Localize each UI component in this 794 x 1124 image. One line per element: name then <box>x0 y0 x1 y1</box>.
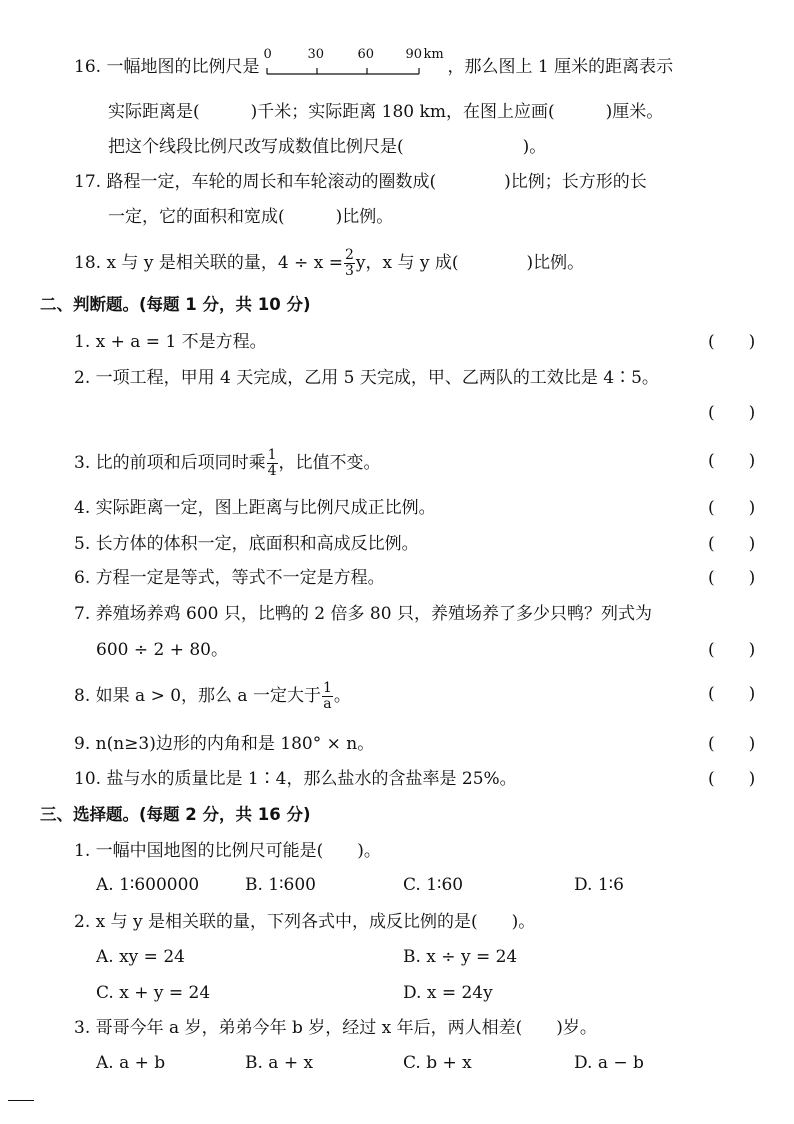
judge-item-2: 2. 一项工程，甲用 4 天完成，乙用 5 天完成，甲、乙两队的工效比是 4∶5。 <box>74 368 659 388</box>
choice-q1-option-a[interactable]: A. 1∶600000 <box>96 875 200 895</box>
scale-tick-90: 90 <box>405 47 422 62</box>
judge-item-3-denominator: 4 <box>267 463 277 479</box>
judge-item-3-text: 3. 比的前项和后项同时乘 <box>74 453 266 473</box>
scale-unit: km <box>423 47 444 62</box>
choice-q1-option-d[interactable]: D. 1∶6 <box>574 875 624 895</box>
choice-q3-stem: 3. 哥哥今年 a 岁，弟弟今年 b 岁，经过 x 年后，两人相差( )岁。 <box>74 1018 597 1038</box>
choice-q2-stem: 2. x 与 y 是相关联的量，下列各式中，成反比例的是( )。 <box>74 912 536 932</box>
judge-answer-7[interactable]: ( ) <box>708 640 756 660</box>
choice-q2-option-d[interactable]: D. x = 24y <box>403 983 493 1003</box>
q16-text-a: 16. 一幅地图的比例尺是 <box>74 57 260 77</box>
judge-item-4: 4. 实际距离一定，图上距离与比例尺成正比例。 <box>74 498 436 518</box>
judge-item-8-tail: 。 <box>333 686 351 706</box>
judge-item-3-numerator: 1 <box>267 447 277 463</box>
judge-item-1: 1. x + a = 1 不是方程。 <box>74 332 267 352</box>
line-scale-bar <box>263 47 444 78</box>
judge-item-8-denominator: a <box>323 696 332 712</box>
judge-item-10: 10. 盐与水的质量比是 1∶4，那么盐水的含盐率是 25%。 <box>74 769 517 789</box>
scale-tick-60: 60 <box>357 47 374 62</box>
scale-tick-0: 0 <box>263 47 272 62</box>
judge-item-7-cont: 600 ÷ 2 + 80。 <box>96 640 228 660</box>
judge-item-8 <box>74 681 351 712</box>
judge-item-8-text: 8. 如果 a > 0，那么 a 一定大于 <box>74 686 321 706</box>
q18-fraction <box>344 248 355 279</box>
q16-line1 <box>74 47 674 78</box>
judge-item-8-numerator: 1 <box>322 680 332 696</box>
judge-answer-4[interactable]: ( ) <box>708 498 756 518</box>
q18-text-a: 18. x 与 y 是相关联的量，4 ÷ x = <box>74 253 343 273</box>
choice-q3-option-c[interactable]: C. b + x <box>403 1053 472 1073</box>
judge-answer-10[interactable]: ( ) <box>708 769 756 789</box>
q18-line <box>74 248 584 279</box>
choice-heading: 三、选择题。(每题 2 分，共 16 分) <box>40 805 311 824</box>
q18-denominator: 3 <box>344 263 354 279</box>
judge-answer-2[interactable]: ( ) <box>708 403 756 423</box>
judge-answer-9[interactable]: ( ) <box>708 734 756 754</box>
judge-item-3-tail: ，比值不变。 <box>278 453 381 473</box>
judge-item-7: 7. 养殖场养鸡 600 只，比鸭的 2 倍多 80 只，养殖场养了多少只鸭？列式为 <box>74 604 652 624</box>
q16-text-b: ，那么图上 1 厘米的距离表示 <box>447 57 674 77</box>
judge-item-9: 9. n(n≥3)边形的内角和是 180° × n。 <box>74 734 375 754</box>
judge-item-8-fraction <box>322 681 333 712</box>
choice-q1-option-c[interactable]: C. 1∶60 <box>403 875 464 895</box>
judge-answer-6[interactable]: ( ) <box>708 568 756 588</box>
choice-q1-stem: 1. 一幅中国地图的比例尺可能是( )。 <box>74 841 381 861</box>
judge-item-6: 6. 方程一定是等式，等式不一定是方程。 <box>74 568 385 588</box>
page-bottom-rule <box>8 1100 34 1101</box>
judge-answer-5[interactable]: ( ) <box>708 534 756 554</box>
judge-answer-8[interactable]: ( ) <box>708 684 756 704</box>
q18-text-b: y，x 与 y 成( )比例。 <box>355 253 585 273</box>
choice-q3-option-b[interactable]: B. a + x <box>245 1053 314 1073</box>
q17-line2: 一定，它的面积和宽成( )比例。 <box>108 207 394 227</box>
choice-q2-option-a[interactable]: A. xy = 24 <box>96 947 185 967</box>
q18-numerator: 2 <box>344 247 354 263</box>
q16-line3: 把这个线段比例尺改写成数值比例尺是( )。 <box>108 137 547 157</box>
choice-q3-option-a[interactable]: A. a + b <box>96 1053 166 1073</box>
choice-q1-option-b[interactable]: B. 1∶600 <box>245 875 316 895</box>
choice-q2-option-b[interactable]: B. x ÷ y = 24 <box>403 947 518 967</box>
q17-line1: 17. 路程一定，车轮的周长和车轮滚动的圈数成( )比例；长方形的长 <box>74 172 647 192</box>
judge-answer-3[interactable]: ( ) <box>708 451 756 471</box>
choice-q2-option-c[interactable]: C. x + y = 24 <box>96 983 211 1003</box>
choice-q3-option-d[interactable]: D. a − b <box>574 1053 644 1073</box>
q16-line2: 实际距离是( )千米；实际距离 180 km，在图上应画( )厘米。 <box>108 102 664 122</box>
judge-item-3 <box>74 448 381 479</box>
judge-item-5: 5. 长方体的体积一定，底面积和高成反比例。 <box>74 534 419 554</box>
scale-tick-30: 30 <box>307 47 324 62</box>
judge-answer-1[interactable]: ( ) <box>708 332 756 352</box>
judge-heading: 二、判断题。(每题 1 分，共 10 分) <box>40 295 311 314</box>
judge-item-3-fraction <box>267 448 278 479</box>
